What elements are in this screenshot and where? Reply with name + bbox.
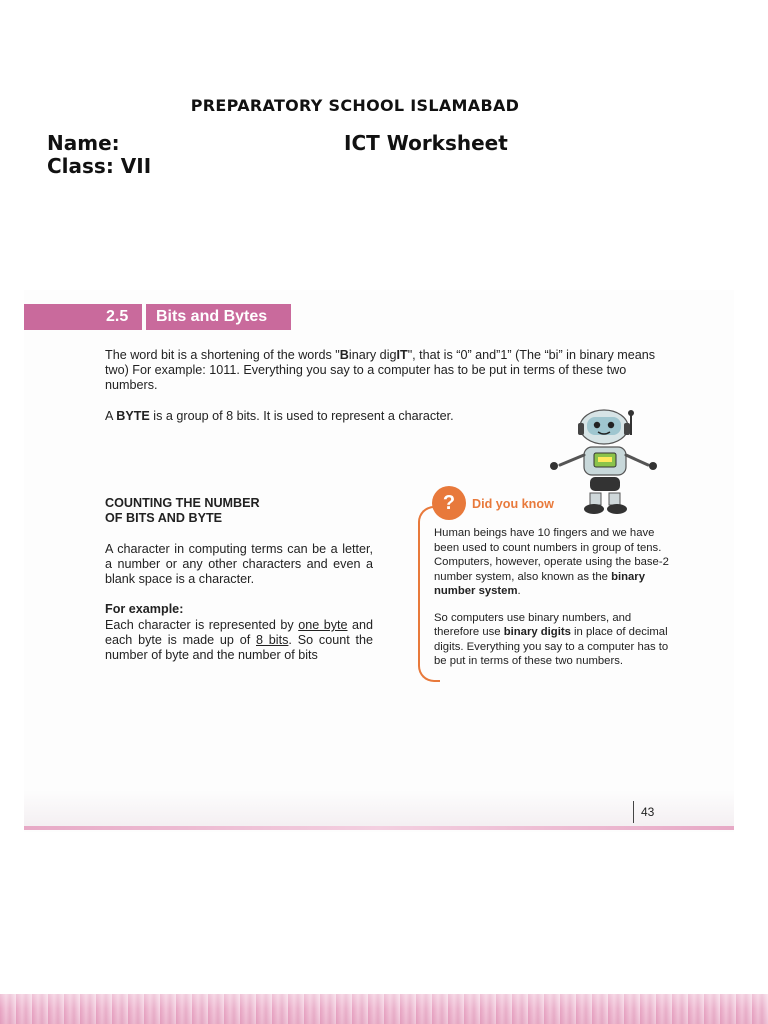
section-number-band bbox=[24, 304, 142, 330]
robot-illustration bbox=[538, 405, 664, 517]
school-name: PREPARATORY SCHOOL ISLAMABAD bbox=[190, 96, 520, 115]
section-title: Bits and Bytes bbox=[146, 304, 291, 330]
paragraph-example: Each character is represented by one byte and each byte is made up of 8 bits. So count the number of byte and the number of bits bbox=[105, 618, 374, 662]
did-you-know-paragraph-2: So computers use binary numbers, and therefore use binary digits in place of decimal digits. Everything you say to a computer has to be put in terms of these two numbers. bbox=[434, 611, 669, 667]
page-number-divider bbox=[633, 801, 634, 823]
page-number: 43 bbox=[641, 805, 655, 819]
did-you-know-box bbox=[434, 526, 670, 681]
example-label: For example: bbox=[105, 602, 184, 616]
paragraph-byte-definition: A BYTE is a group of 8 bits. It is used to represent a character. bbox=[105, 409, 454, 423]
subheading-counting: COUNTING THE NUMBER OF BITS AND BYTE bbox=[105, 496, 260, 525]
robot-icon bbox=[550, 410, 657, 514]
did-you-know-title: Did you know bbox=[472, 497, 554, 511]
footer-band-shade bbox=[0, 994, 768, 1024]
paragraph-character: A character in computing terms can be a letter, a number or any other characters and even a blank space is a character. bbox=[105, 542, 373, 586]
class-label: Class: VII bbox=[47, 154, 152, 178]
name-label: Name: bbox=[47, 131, 120, 155]
scan-bottom-line bbox=[24, 826, 734, 830]
question-badge-icon: ? bbox=[432, 486, 466, 520]
scan-bottom-shade bbox=[24, 790, 734, 830]
worksheet-title: ICT Worksheet bbox=[344, 131, 508, 155]
did-you-know-paragraph-1: Human beings have 10 fingers and we have been used to count numbers in group of tens. Computers, however, operate using the base-2 number system, also known as the binary number system. bbox=[434, 527, 669, 597]
paragraph-bit-definition: The word bit is a shortening of the words "Binary digIT", that is “0” and”1” (The “bi” in binary means two) For example: 1011. Everything you say to a computer has to be put in terms of these two numbers. bbox=[105, 348, 656, 392]
section-number: 2.5 bbox=[106, 308, 129, 325]
